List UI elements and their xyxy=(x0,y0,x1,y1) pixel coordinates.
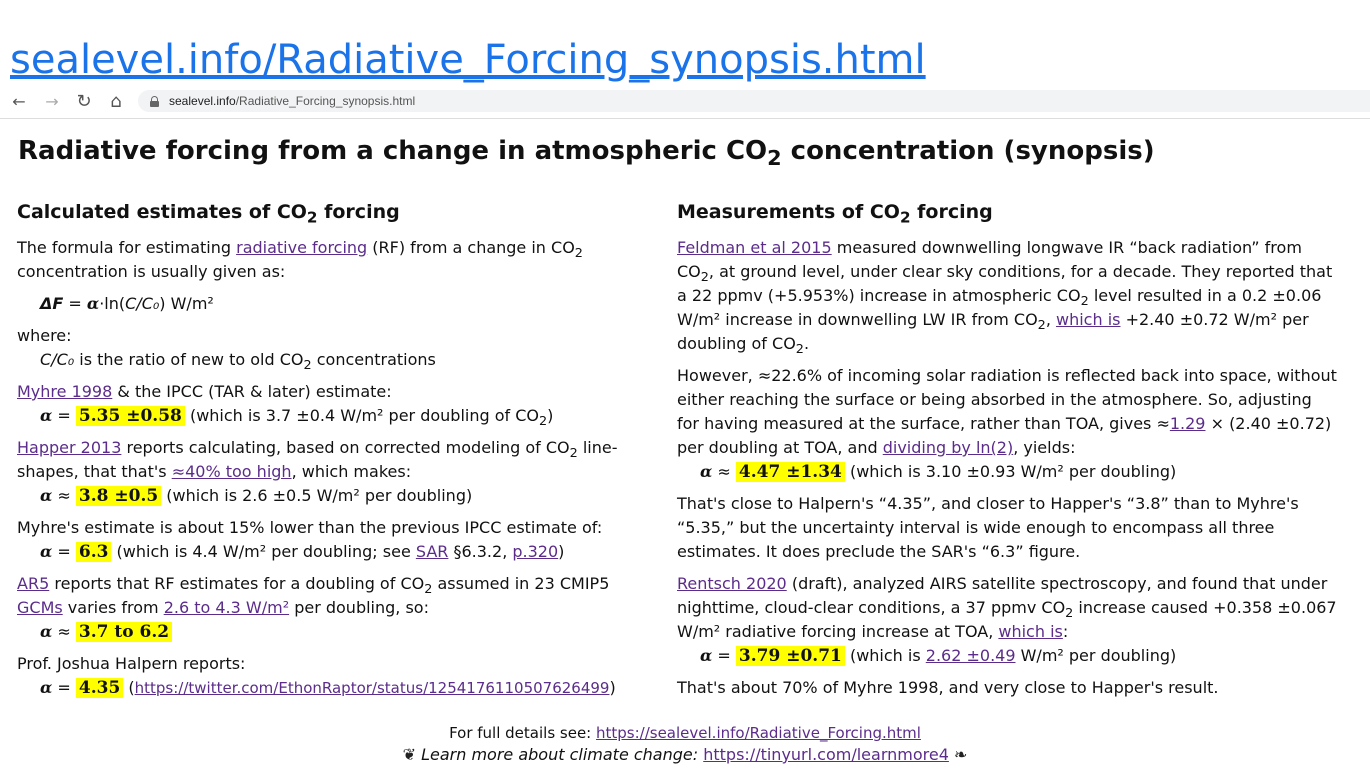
value-highlight: 3.8 ±0.5 xyxy=(76,486,161,506)
p320-link[interactable]: p.320 xyxy=(512,542,559,561)
value-highlight: 4.35 xyxy=(76,678,123,698)
where-label: where: xyxy=(17,326,72,345)
alpha-feldman: α ≈ 4.47 ±1.34 (which is 3.10 ±0.93 W/m² per doubling) xyxy=(700,462,1177,482)
lock-icon xyxy=(150,96,159,107)
forty-percent-link[interactable]: ≈40% too high xyxy=(171,462,292,481)
happer-line: Happer 2013 reports calculating, based on corrected modeling of $CO_2$ line-shapes, that that's ≈40% too high, which makes: xyxy=(17,438,618,481)
page-title: Radiative forcing from a change in atmospheric $CO_2$ concentration (synopsis) xyxy=(18,136,1155,171)
footer xyxy=(0,722,1370,766)
full-details-link[interactable]: https://sealevel.info/Radiative_Forcing.html xyxy=(596,724,921,742)
radiative-forcing-link[interactable]: radiative forcing xyxy=(236,238,368,257)
formula: ΔF = α·ln(C/C₀) W/m² xyxy=(40,294,214,313)
final-paragraph: That's about 70% of Myhre 1998, and very close to Happer's result. xyxy=(677,678,1219,697)
myhre-line: Myhre 1998 & the IPCC (TAR & later) estimate: xyxy=(17,382,392,401)
browser-toolbar xyxy=(0,88,1370,114)
left-heading: Calculated estimates of $CO_2$ forcing xyxy=(17,201,400,227)
forward-arrow-icon[interactable]: → xyxy=(45,91,59,111)
alpha-rentsch: α = 3.79 ±0.71 (which is 2.62 ±0.49 W/m² per doubling) xyxy=(700,646,1177,666)
ar5-line: AR5 reports that RF estimates for a doubling of $CO_2$ assumed in 23 CMIP5 GCMs varies from 2.6 to 4.3 W/m² per doubling, so: xyxy=(17,574,610,617)
formula-intro: The formula for estimating radiative forcing (RF) from a change in $CO_2$ concentration is usually given as: xyxy=(17,238,583,281)
value-highlight: 6.3 xyxy=(76,542,112,562)
range-link[interactable]: 2.6 to 4.3 W/m² xyxy=(163,598,290,617)
halpern-line: Prof. Joshua Halpern reports: xyxy=(17,654,246,673)
per-doubling-link[interactable]: 2.62 ±0.49 xyxy=(925,646,1016,665)
alpha-ar5: α ≈ 3.7 to 6.2 xyxy=(17,620,637,644)
learn-more-line: ❦ Learn more about climate change: https://tinyurl.com/learnmore4 ❧ xyxy=(402,745,968,764)
measurements-column xyxy=(677,200,1337,708)
address-bar[interactable] xyxy=(138,90,1370,112)
calculated-estimates-column xyxy=(17,200,637,708)
value-highlight: 5.35 ±0.58 xyxy=(76,406,185,426)
address-text[interactable]: sealevel.info/Radiative_Forcing_synopsis.html xyxy=(169,94,416,108)
where-definition: C/C₀ is the ratio of new to old $CO_2$ concentrations xyxy=(40,350,436,373)
alpha-halpern: α = 4.35 (https://twitter.com/EthonRaptor/status/1254176110507626499) xyxy=(40,678,616,698)
myhre-1998-link[interactable]: Myhre 1998 xyxy=(17,382,113,401)
gcms-link[interactable]: GCMs xyxy=(17,598,63,617)
alpha-happer: α ≈ 3.8 ±0.5 (which is 2.6 ±0.5 W/m² per doubling) xyxy=(40,486,473,506)
value-highlight: 3.7 to 6.2 xyxy=(76,622,172,642)
myhre-comparison: Myhre's estimate is about 15% lower than the previous IPCC estimate of: xyxy=(17,518,603,537)
home-icon[interactable]: ⌂ xyxy=(110,90,122,112)
fleuron-right-icon: ❧ xyxy=(953,745,968,764)
page-url-banner[interactable]: sealevel.info/Radiative_Forcing_synopsis.html xyxy=(10,37,926,83)
rentsch-paragraph: Rentsch 2020 (draft), analyzed AIRS satellite spectroscopy, and found that under nighttime, cloud-clear conditions, a 37 ppmv $CO_2$ increase caused +0.358 ±0.067 W/m² radiative forcing increase at TOA, which is: xyxy=(677,574,1337,641)
however-paragraph: However, ≈22.6% of incoming solar radiation is reflected back into space, without either reaching the surface or being absorbed in the atmosphere. So, adjusting for having measured at the surface, rather than TOA, gives ≈1.29 × (2.40 ±0.72) per doubling at TOA, and dividing by ln(2), yields: xyxy=(677,366,1337,457)
back-arrow-icon[interactable]: ← xyxy=(12,91,26,111)
fleuron-left-icon: ❦ xyxy=(402,745,416,764)
dividing-ln2-link[interactable]: dividing by ln(2) xyxy=(882,438,1014,457)
which-is-link[interactable]: which is xyxy=(1056,310,1121,329)
feldman-paragraph: Feldman et al 2015 measured downwelling longwave IR “back radiation” from $CO_2$, at ground level, under clear sky conditions, for a decade. They reported that a 22 ppmv (+5.953%) increase in atmospheric $CO_2$ level resulted in a 0.2 ±0.06 W/m² increase in downwelling LW IR from $CO_2$, which is +2.40 ±0.72 W/m² per doubling of $CO_2$. xyxy=(677,238,1333,357)
toolbar-divider xyxy=(0,118,1370,119)
reload-icon[interactable]: ↻ xyxy=(76,90,92,112)
which-is-link-2[interactable]: which is xyxy=(998,622,1063,641)
happer-2013-link[interactable]: Happer 2013 xyxy=(17,438,122,457)
comparison-paragraph: That's close to Halpern's “4.35”, and closer to Happer's “3.8” than to Myhre's “5.35,” but the uncertainty interval is wide enough to encompass all three estimates. It does preclude the SAR's “6.3” figure. xyxy=(677,494,1299,561)
learn-more-link[interactable]: https://tinyurl.com/learnmore4 xyxy=(703,745,949,764)
feldman-2015-link[interactable]: Feldman et al 2015 xyxy=(677,238,832,257)
full-details-line: For full details see: https://sealevel.info/Radiative_Forcing.html xyxy=(449,724,921,742)
value-highlight: 3.79 ±0.71 xyxy=(736,646,845,666)
alpha-sar: α = 6.3 (which is 4.4 W/m² per doubling; see SAR §6.3.2, p.320) xyxy=(40,542,565,562)
sar-link[interactable]: SAR xyxy=(415,542,449,561)
alpha-myhre: α = 5.35 ±0.58 (which is 3.7 ±0.4 W/m² per doubling of $CO_2$) xyxy=(40,406,554,429)
rentsch-2020-link[interactable]: Rentsch 2020 xyxy=(677,574,787,593)
right-heading: Measurements of $CO_2$ forcing xyxy=(677,201,993,227)
twitter-link[interactable]: https://twitter.com/EthonRaptor/status/1254176110507626499 xyxy=(134,679,610,697)
ar5-link[interactable]: AR5 xyxy=(17,574,50,593)
ratio-129-link[interactable]: 1.29 xyxy=(1169,414,1206,433)
value-highlight: 4.47 ±1.34 xyxy=(736,462,845,482)
